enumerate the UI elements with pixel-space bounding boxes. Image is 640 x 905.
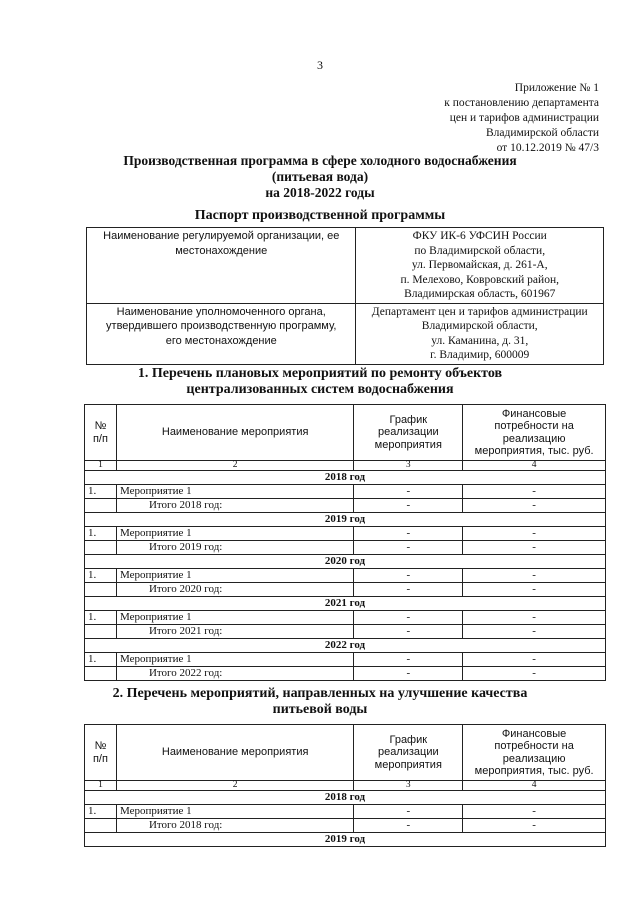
table-row (85, 527, 606, 541)
item-schedule: - (354, 611, 463, 625)
total-label: Итого 2022 год: (116, 667, 353, 681)
title-line: (питьевая вода) (271, 169, 369, 184)
year-label: 2019 год (85, 513, 606, 527)
item-number: 1. (85, 805, 117, 819)
item-financing: - (463, 653, 606, 667)
total-label: Итого 2021 год: (116, 625, 353, 639)
year-label: 2020 год (85, 555, 606, 569)
column-number: 3 (354, 461, 463, 471)
empty-cell (85, 819, 117, 833)
table-total-row (85, 499, 606, 513)
empty-cell (85, 499, 117, 513)
header-line: потребности на (494, 740, 574, 752)
item-name: Мероприятие 1 (116, 569, 353, 583)
item-financing: - (463, 805, 606, 819)
passport-label-cell (87, 303, 356, 364)
item-name: Мероприятие 1 (116, 485, 353, 499)
title-line: на 2018-2022 годы (265, 185, 375, 200)
item-number: 1. (85, 485, 117, 499)
table-row (85, 485, 606, 499)
total-label: Итого 2019 год: (116, 541, 353, 555)
title-line: Производственная программа в сфере холодного водоснабжения (123, 153, 517, 168)
total-label: Итого 2018 год: (116, 819, 353, 833)
table-row (85, 653, 606, 667)
passport-heading: Паспорт производственной программы (194, 208, 446, 223)
header-schedule (354, 405, 463, 461)
water-quality-measures-table (84, 724, 606, 847)
header-line: Финансовые (501, 407, 567, 420)
passport-value-line: ул. Каманина, д. 31, (431, 334, 529, 347)
header-line: мероприятия (374, 758, 442, 771)
header-line: реализацию (502, 432, 566, 445)
appendix-line: к постановлению департамента (444, 97, 599, 109)
document-title (60, 153, 580, 201)
passport-value-line: Департамент цен и тарифов администрации (371, 305, 588, 318)
passport-value-line: по Владимирской области, (414, 244, 546, 257)
item-financing: - (463, 527, 606, 541)
item-number: 1. (85, 569, 117, 583)
appendix-line: от 10.12.2019 № 47/3 (496, 142, 599, 154)
column-number: 3 (354, 781, 463, 791)
header-line: реализацию (502, 752, 566, 765)
column-number-row (85, 781, 606, 791)
column-number: 1 (85, 461, 117, 471)
year-row (85, 555, 606, 569)
passport-label-line: Наименование регулируемой организации, ее (103, 230, 340, 242)
passport-value-line: ул. Первомайская, д. 261-А, (411, 259, 548, 271)
total-schedule: - (354, 541, 463, 555)
passport-row-organization (87, 228, 604, 304)
table-total-row (85, 541, 606, 555)
section-title-line: централизованных систем водоснабжения (186, 382, 454, 397)
appendix-block (444, 81, 599, 156)
total-schedule: - (354, 583, 463, 597)
section-title-line: питьевой воды (272, 702, 368, 717)
column-number: 1 (85, 781, 117, 791)
header-line: мероприятия, тыс. руб. (474, 765, 594, 777)
year-label: 2018 год (85, 791, 606, 805)
year-row (85, 513, 606, 527)
total-schedule: - (354, 667, 463, 681)
table-total-row (85, 625, 606, 639)
header-number (85, 405, 117, 461)
passport-value-cell (356, 228, 604, 304)
item-name: Мероприятие 1 (116, 611, 353, 625)
column-number-row (85, 461, 606, 471)
header-financing (463, 405, 606, 461)
appendix-line: цен и тарифов администрации (449, 112, 599, 124)
item-number: 1. (85, 653, 117, 667)
passport-row-authority (87, 303, 604, 364)
column-number: 4 (463, 461, 606, 471)
header-name: Наименование мероприятия (116, 405, 353, 461)
total-financing: - (463, 819, 606, 833)
year-row (85, 833, 606, 847)
section-title-line: 1. Перечень плановых мероприятий по ремонту объектов (137, 366, 503, 381)
total-schedule: - (354, 499, 463, 513)
empty-cell (85, 583, 117, 597)
item-schedule: - (354, 527, 463, 541)
item-financing: - (463, 611, 606, 625)
appendix-line: Владимирской области (485, 127, 599, 139)
header-line: График (389, 733, 428, 746)
item-name: Мероприятие 1 (116, 527, 353, 541)
header-line: потребности на (494, 420, 574, 432)
year-label: 2019 год (85, 833, 606, 847)
passport-label-line: его местонахождение (165, 334, 277, 347)
total-label: Итого 2018 год: (116, 499, 353, 513)
header-name: Наименование мероприятия (116, 725, 353, 781)
passport-table (86, 227, 604, 365)
year-row (85, 471, 606, 485)
table-row (85, 569, 606, 583)
table-header-row (85, 405, 606, 461)
item-financing: - (463, 569, 606, 583)
empty-cell (85, 667, 117, 681)
total-label: Итого 2020 год: (116, 583, 353, 597)
year-label: 2021 год (85, 597, 606, 611)
passport-value-line: ФКУ ИК-6 УФСИН России (412, 230, 547, 242)
header-line: п/п (92, 752, 108, 765)
item-number: 1. (85, 611, 117, 625)
appendix-line: Приложение № 1 (514, 82, 599, 94)
total-financing: - (463, 667, 606, 681)
item-name: Мероприятие 1 (116, 653, 353, 667)
item-schedule: - (354, 805, 463, 819)
passport-label-line: Наименование уполномоченного органа, (116, 305, 326, 318)
table-total-row (85, 667, 606, 681)
page-number: 3 (317, 58, 323, 72)
year-label: 2022 год (85, 639, 606, 653)
year-row (85, 791, 606, 805)
header-line: График (389, 413, 428, 426)
passport-label-line: утвердившего производственную программу, (106, 320, 337, 332)
table-header-row (85, 725, 606, 781)
year-row (85, 597, 606, 611)
passport-value-line: п. Мелехово, Ковровский район, (400, 273, 559, 286)
item-schedule: - (354, 569, 463, 583)
header-line: реализации (377, 426, 439, 439)
total-financing: - (463, 499, 606, 513)
item-name: Мероприятие 1 (116, 805, 353, 819)
passport-value-line: Владимирской области, (421, 320, 538, 332)
total-schedule: - (354, 819, 463, 833)
total-financing: - (463, 583, 606, 597)
section-title-line: 2. Перечень мероприятий, направленных на улучшение качества (112, 686, 528, 701)
table-row (85, 805, 606, 819)
header-line: п/п (92, 432, 108, 445)
year-label: 2018 год (85, 471, 606, 485)
header-schedule (354, 725, 463, 781)
total-schedule: - (354, 625, 463, 639)
column-number: 2 (116, 461, 353, 471)
header-line: мероприятия, тыс. руб. (474, 445, 594, 457)
table-total-row (85, 819, 606, 833)
table-total-row (85, 583, 606, 597)
header-line: № (94, 420, 107, 432)
passport-value-cell (356, 303, 604, 364)
header-line: № (94, 740, 107, 752)
header-line: мероприятия (374, 438, 442, 451)
passport-label-cell (87, 228, 356, 304)
column-number: 2 (116, 781, 353, 791)
section2-title (60, 686, 580, 718)
table-row (85, 611, 606, 625)
header-line: реализации (377, 746, 439, 759)
column-number: 4 (463, 781, 606, 791)
header-number (85, 725, 117, 781)
passport-value-line: г. Владимир, 600009 (430, 349, 530, 361)
repair-measures-table (84, 404, 606, 681)
section1-title (60, 366, 580, 398)
item-financing: - (463, 485, 606, 499)
passport-label-line: местонахождение (175, 244, 268, 257)
item-schedule: - (354, 653, 463, 667)
total-financing: - (463, 625, 606, 639)
item-number: 1. (85, 527, 117, 541)
passport-value-line: Владимирская область, 601967 (404, 288, 556, 300)
header-line: Финансовые (501, 727, 567, 740)
header-financing (463, 725, 606, 781)
empty-cell (85, 625, 117, 639)
year-row (85, 639, 606, 653)
item-schedule: - (354, 485, 463, 499)
empty-cell (85, 541, 117, 555)
total-financing: - (463, 541, 606, 555)
